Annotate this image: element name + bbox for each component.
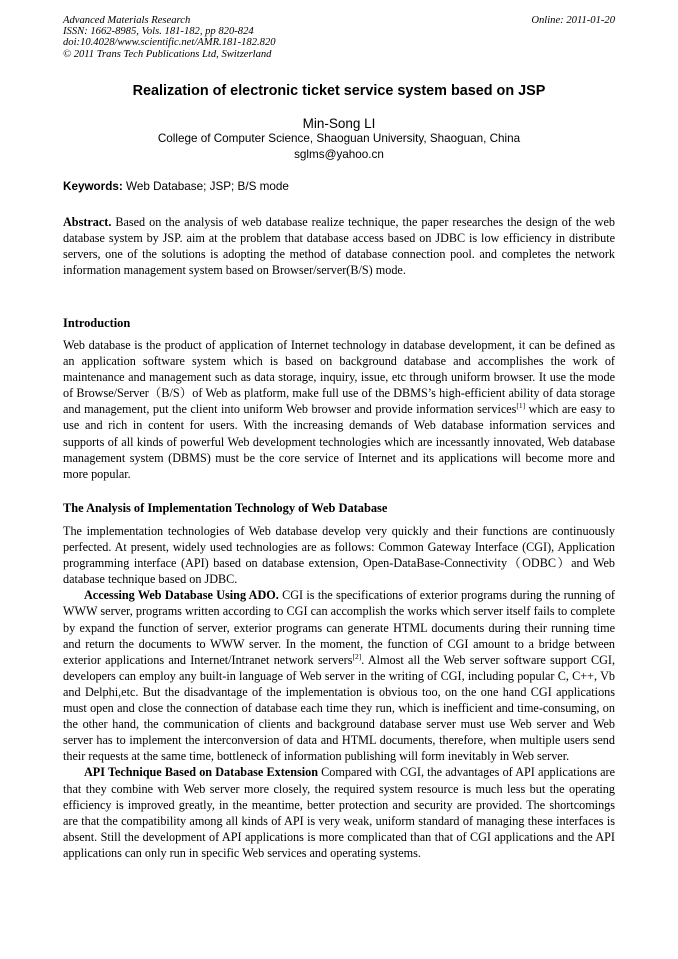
introduction-paragraph [63, 337, 615, 482]
abstract-label: Abstract. [63, 215, 112, 229]
introduction-heading: Introduction [63, 316, 131, 330]
analysis-section [63, 523, 615, 861]
copyright-line: © 2011 Trans Tech Publications Ltd, Switzerland [63, 48, 272, 60]
cgi-subheading: Accessing Web Database Using ADO. [84, 588, 279, 603]
cgi-text-b: . Almost all the Web server software support CGI, developers can employ any built-in language of Web server in the writing of CGI, including popular C, C++, Vb and Delphi,etc. But the disadvantage of the implementation is obvious too, on the one hand CGI applications must open and close the connection of database each time they run, which is inefficient and time-consuming, on the other hand, the communication of clients and background database server must use Web server and Web server has to implement the interconversion of data and HTML documents, therefore, when multiple users send their requests at the same time, bottleneck of information publishing will form inevitably in Web server. [63, 652, 616, 764]
api-subheading: API Technique Based on Database Extension [84, 765, 318, 780]
journal-name: Advanced Materials Research [63, 15, 191, 26]
api-paragraph [63, 764, 615, 861]
analysis-intro-paragraph: The implementation technologies of Web database develop very quickly and their functions are continuously perfected. At present, widely used technologies are as follows: Common Gateway Interface (CGI), Application programming interface (API) based on database extension, Open-DataBase-Connectivity（ODBC）and Web database technique based on JDBC. [63, 524, 615, 587]
citation-ref-2[interactable]: [2] [352, 651, 362, 661]
paper-title: Realization of electronic ticket service system based on JSP [132, 83, 546, 99]
keywords-text: Web Database; JSP; B/S mode [122, 180, 289, 193]
citation-ref-1[interactable]: [1] [516, 401, 526, 411]
cgi-text-a: CGI is the specifications of exterior programs during the running of WWW server, programs written according to CGI can accomplish the works which server itself fails to complete by expand the function of server, exterior programs can generate HTML documents during their running time and return the documents to WWW server. In the moment, the function of CGI amount to a bridge between exterior applications and Internet/Intranet network servers [63, 588, 615, 667]
api-text: Compared with CGI, the advantages of API applications are that they combine with Web server more closely, the required system resource is much less but the operating efficiency is improved greatly, in the meantime, better protection and security are provided. The shortcomings are that the compatibility among all kinds of API is very weak, uniform standard of managing these interfaces is absent. Still the development of API applications is more complicated than that of CGI applications and the API applications can only run in specific Web services and operating systems. [63, 765, 615, 860]
cgi-paragraph [63, 587, 615, 764]
author-affiliation: College of Computer Science, Shaoguan University, Shaoguan, China [157, 132, 521, 145]
introduction-text-b: which are easy to use and rich in content for users. With the increasing demands of Web database information services and supports of all kinds of powerful Web development technologies which are incessantly innovated, Web database management system (DBMS) must be the core service of Internet and its applications will become more and more popular. [63, 402, 615, 481]
abstract [63, 214, 615, 278]
analysis-heading: The Analysis of Implementation Technology of Web Database [63, 501, 388, 515]
abstract-text: Based on the analysis of web database realize technique, the paper researches the design of the web database system by JSP. aim at the problem that database access based on JDBC is low efficiency in distribute servers, one of the solutions is adopting the method of database connection pool. and completes the network information management system based on Browser/server(B/S) mode. [63, 215, 615, 278]
keywords [63, 180, 615, 194]
doi-line[interactable]: doi:10.4028/www.scientific.net/AMR.181-182.820 [63, 37, 276, 49]
keywords-label: Keywords: [63, 180, 123, 193]
author-email[interactable]: sglms@yahoo.cn [294, 148, 384, 161]
online-date: Online: 2011-01-20 [531, 15, 615, 26]
author-name: Min-Song LI [302, 116, 376, 131]
introduction-text-a: Web database is the product of application of Internet technology in database development, it can be defined as an application software system which is based on background database and accomplishes the work of maintenance and management such as data storage, inquiry, issue, etc through uniform browser. It use the mode of Browse/Server（B/S）of Web as platform, make full use of the DBMS’s high-efficient ability of data storage and management, put the client into uniform Web browser and provide information services [63, 338, 615, 417]
issn-line: ISSN: 1662-8985, Vols. 181-182, pp 820-824 [63, 26, 254, 38]
journal-header [63, 15, 615, 60]
